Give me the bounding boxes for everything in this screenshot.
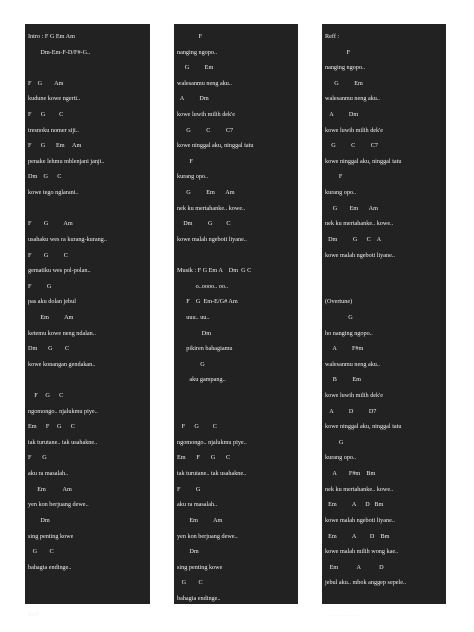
lyric-line: kowe ninggal aku, ninggal tatu [325, 423, 402, 431]
lyric-line: uuu.. uu.. [177, 313, 210, 321]
lyric-line: kowe malah milih wong kae.. [325, 548, 399, 556]
lyric-line: aku ra masalah.. [177, 501, 218, 509]
lyric-line: tak turutane.. tak usahakne.. [28, 438, 98, 446]
chord-line: F G C [177, 423, 217, 431]
lyric-line [28, 201, 147, 217]
lyric-line: pikiren bahagiamu [177, 345, 233, 353]
lyric-line: nanging ngopo.. [177, 48, 218, 56]
chord-line: .................. [325, 610, 358, 618]
chord-line: Em Am [28, 485, 72, 493]
lyric-line: kurang opo.. [177, 173, 209, 181]
chord-line: Em Am [177, 516, 223, 524]
lyric-line: Reff : [325, 33, 340, 40]
lyric-line: kurang opo.. [325, 189, 357, 197]
lyric-line: kudune kowe ngerti.. [28, 95, 81, 103]
lyric-line [28, 575, 147, 591]
lyric-line: kurang opo.. [325, 454, 357, 462]
chord-line: Dm G C [28, 173, 62, 181]
chord-line: Dm-Em-F-D/F#-G.. [28, 48, 91, 56]
lyric-line: usahaku wes ra kurang-kurang.. [28, 235, 107, 243]
lyric-line: kowe luwih milih dek'e [325, 392, 383, 400]
chord-line: A F#m Bm [325, 470, 376, 478]
lyric-line: kowe ninggal aku, ninggal tatu [177, 142, 254, 150]
chord-line: Dm G C [177, 220, 231, 228]
chord-line: Em F G C [28, 423, 75, 431]
chord-line: o..oooo.. oo.. [177, 282, 229, 290]
lyric-line [177, 388, 295, 404]
lyric-line: ngomongo.. njalukmu piye.. [28, 407, 98, 415]
lyric-line: kowe luwih milih dek'e [177, 111, 235, 119]
lyric-line: kowe malah ngeboti liyane.. [325, 516, 395, 524]
lyric-line: yen kon berjuang dewe.. [177, 532, 238, 540]
chord-line: F [177, 157, 193, 165]
lyric-line: sing penting kowe [28, 532, 74, 540]
lyric-line: yen kon berjuang dewe.. [28, 501, 89, 509]
chord-line: F G Em Am [28, 142, 82, 150]
lyric-line: kowe tego nglarani.. [28, 189, 79, 197]
chord-line: G [325, 438, 344, 446]
chord-line: F [325, 173, 343, 181]
lyric-line: bahagia endinge.. [28, 563, 72, 571]
lyric-line [177, 248, 295, 264]
chord-line: F G Em-E/G# Am [177, 298, 238, 306]
chord-line: Dm G C A [325, 235, 382, 243]
lyric-line: aku ra masalah.. [28, 470, 69, 478]
chord-line: G C C7 [325, 142, 378, 150]
lyric-line [325, 263, 443, 279]
lyric-line: nek ku mertahanke.. kowe.. [325, 485, 394, 493]
lyric-line: kowe malah ngeboti liyane.. [325, 251, 395, 259]
lyric-line: kowe ninggal aku, ninggal tatu [325, 157, 402, 165]
chord-line: F G [28, 454, 47, 462]
chord-line: F G [177, 485, 201, 493]
lyric-line: kowe malah ngeboti liyane.. [177, 235, 247, 243]
chord-line: Em A D [325, 563, 384, 571]
chord-line: G Em [177, 64, 214, 72]
lyric-line [28, 60, 147, 76]
chord-line: G Em Am [325, 204, 378, 212]
lyric-line [325, 279, 443, 295]
lyric-line: pas aku dolan jebul [28, 298, 76, 306]
lyric-line: Musik : F G Em A Dm G C [177, 267, 252, 275]
lyric-line: nanging ngopo.. [325, 64, 366, 72]
chord-line: G [325, 313, 353, 321]
lyric-line: (Overtune) [325, 298, 353, 306]
lyric-line: Reff : [28, 610, 43, 618]
lyric-line: nek ku mertahanke.. kowe.. [177, 204, 246, 212]
chord-line: Dm [177, 329, 212, 337]
chord-line: B Em [325, 376, 361, 384]
chord-line: Dm [28, 516, 50, 524]
chord-line: F [325, 48, 351, 56]
lyric-line: ho nanging ngopo.. [325, 329, 373, 337]
lyric-line: tresnoku nomer siji.. [28, 126, 79, 134]
chord-line: A F#m [325, 345, 364, 353]
chord-line: F G [28, 282, 52, 290]
lyric-line: kowe luwih milih dek'e [325, 126, 383, 134]
lyrics-column-3 [322, 24, 446, 618]
chord-line: G C C7 [177, 126, 234, 134]
lyric-line: tak turutane.. tak usahakne.. [177, 470, 247, 478]
lyric-line: penake lehmu mblenjani janji.. [28, 157, 105, 165]
lyric-line: gematiku wes pol-polan.. [28, 267, 91, 275]
lyric-line: nek ku mertahanke.. kowe.. [325, 220, 394, 228]
lyrics-column-2 [174, 24, 298, 604]
lyric-line [177, 404, 295, 420]
lyric-line: walesanmu neng aku.. [325, 360, 380, 368]
lyric-line [325, 591, 443, 607]
lyric-line [28, 591, 147, 607]
lyric-line: aku gampang.. [177, 376, 226, 384]
chord-line: F G Am [28, 79, 64, 87]
chord-line: G C [177, 579, 203, 587]
chord-line: Em Am [28, 313, 74, 321]
lyric-line: ketemu kowe neng ndalan.. [28, 329, 96, 337]
lyric-line [28, 372, 147, 388]
chord-line: Em F G C [177, 454, 231, 462]
chord-line: G C [28, 548, 54, 556]
chord-line: G Em [325, 79, 363, 87]
lyric-line: sing penting kowe [177, 563, 223, 571]
chord-line: F G C [28, 111, 64, 119]
lyric-line: kowe konangan gendakan.. [28, 360, 96, 368]
lyric-line: ngomongo.. njalukmu piye.. [177, 438, 247, 446]
lyric-line: jebul aku.. mbok anggep sepele.. [325, 579, 407, 587]
lyric-line [177, 607, 295, 623]
chord-line: Em A D Bm [325, 501, 384, 509]
lyric-line: Intro : F G Em Am [28, 33, 75, 40]
chord-line: A Dm [177, 95, 209, 103]
lyric-line: bahagia endinge.. [177, 594, 221, 602]
lyric-line: walesanmu neng aku.. [325, 95, 380, 103]
chord-line: Dm [177, 548, 199, 556]
chord-line: F [177, 33, 203, 40]
chord-line: F G C [28, 392, 64, 400]
chord-line: F G C [28, 251, 68, 259]
chord-line: G [177, 360, 205, 368]
chord-line: F G Am [28, 220, 73, 228]
chord-line: A D D7 [325, 407, 377, 415]
chord-line: G Em Am [177, 189, 235, 197]
chord-line: Dm G C [28, 345, 70, 353]
chord-line: A Dm [325, 111, 359, 119]
lyrics-column-1 [25, 24, 150, 618]
chord-line: Em A D Bm [325, 532, 390, 540]
lyric-line: walesanmu neng aku.. [177, 79, 232, 87]
